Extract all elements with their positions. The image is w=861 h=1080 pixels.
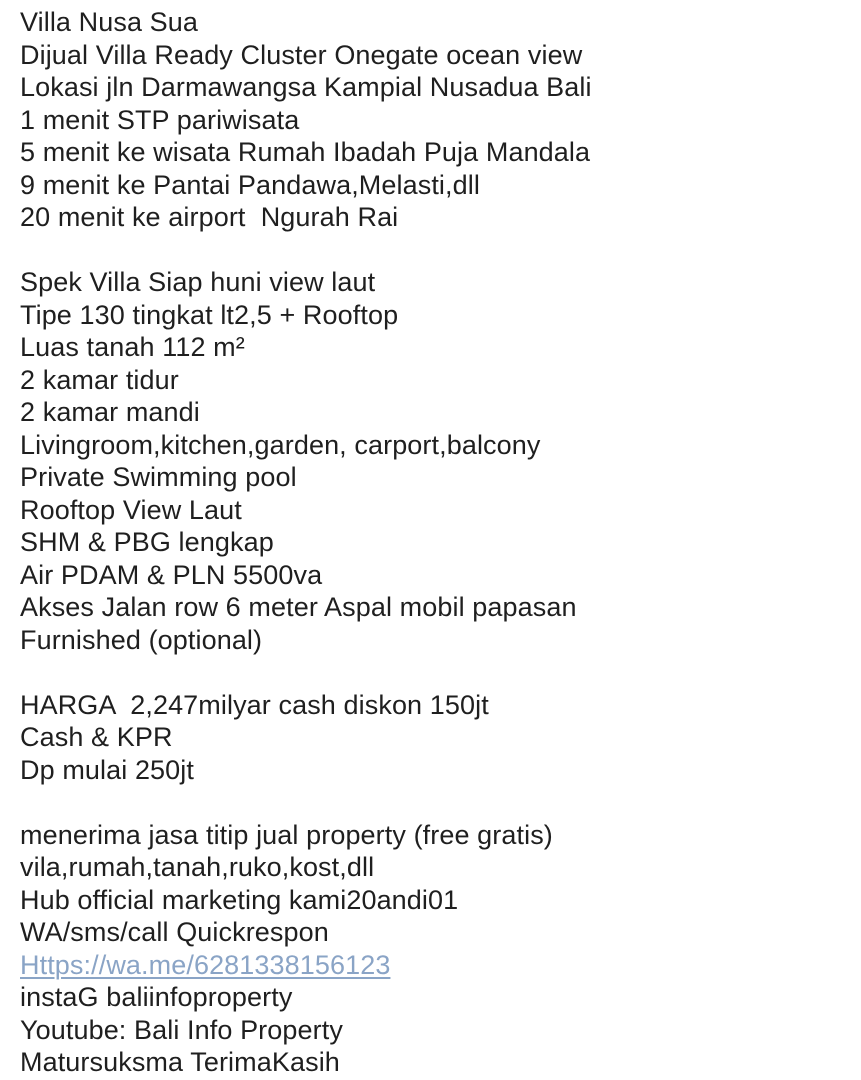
text-line: Spek Villa Siap huni view laut xyxy=(20,267,376,297)
text-line: instaG baliinfoproperty xyxy=(20,982,293,1012)
listing-document xyxy=(20,6,855,1079)
text-line: Furnished (optional) xyxy=(20,624,263,655)
header-section xyxy=(20,6,855,234)
text-line: Livingroom,kitchen,garden, carport,balcony xyxy=(20,429,541,460)
blank-line xyxy=(20,656,855,689)
text-line: 5 menit ke wisata Rumah Ibadah Puja Mandala xyxy=(20,137,591,167)
pricing-section xyxy=(20,689,855,787)
text-line: Youtube: Bali Info Property xyxy=(20,1014,343,1045)
text-line: 2 kamar tidur xyxy=(20,364,179,395)
text-line: Cash & KPR xyxy=(20,722,173,752)
blank-line xyxy=(20,234,855,267)
text-line: Hub official marketing kami20andi01 xyxy=(20,884,459,915)
text-line: Luas tanah 112 m² xyxy=(20,332,245,362)
text-line: Air PDAM & PLN 5500va xyxy=(20,559,323,590)
text-line: vila,rumah,tanah,ruko,kost,dll xyxy=(20,852,375,882)
text-line: Dp mulai 250jt xyxy=(20,754,194,785)
blank-line xyxy=(20,786,855,819)
text-line: 1 menit STP pariwisata xyxy=(20,104,300,135)
text-line: WA/sms/call Quickrespon xyxy=(20,917,329,947)
text-line: Akses Jalan row 6 meter Aspal mobil papasan xyxy=(20,592,577,622)
text-line: 20 menit ke airport Ngurah Rai xyxy=(20,202,399,232)
specs-section xyxy=(20,266,855,656)
text-line: Rooftop View Laut xyxy=(20,494,242,525)
text-line: Dijual Villa Ready Cluster Onegate ocean view xyxy=(20,39,583,70)
text-line: 2 kamar mandi xyxy=(20,397,200,427)
text-line: Lokasi jln Darmawangsa Kampial Nusadua Bali xyxy=(20,72,592,102)
text-line: Matursuksma TerimaKasih xyxy=(20,1047,340,1077)
text-line: Private Swimming pool xyxy=(20,462,297,492)
title-line: Villa Nusa Sua xyxy=(20,7,199,37)
text-line: Tipe 130 tingkat lt2,5 + Rooftop xyxy=(20,299,399,330)
whatsapp-link[interactable]: Https://wa.me/6281338156123 xyxy=(20,949,391,980)
text-line: SHM & PBG lengkap xyxy=(20,527,274,557)
text-line: 9 menit ke Pantai Pandawa,Melasti,dll xyxy=(20,169,480,200)
price-line: HARGA 2,247milyar cash diskon 150jt xyxy=(20,689,489,720)
contact-section xyxy=(20,819,855,1079)
text-line: menerima jasa titip jual property (free gratis) xyxy=(20,819,553,850)
